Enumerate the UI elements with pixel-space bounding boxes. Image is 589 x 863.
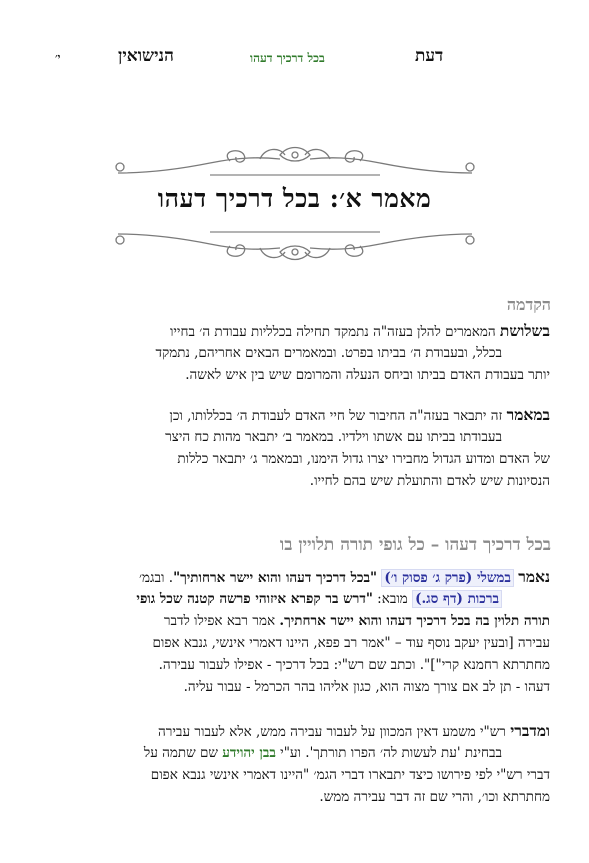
text-fragment: מובא: — [372, 591, 413, 607]
lead-word: בשלושת — [499, 321, 550, 340]
text-line: המאמרים להלן בעזה"ה נתמקד תחילה בכלליות עבודת ה׳ בחייו — [169, 324, 496, 340]
intro-paragraph-2 — [32, 404, 550, 492]
text-line: בכלל, ובעבודת ה׳ בביתו בפרט. ובמאמרים הבאים אחריהם, נתמקד — [155, 345, 502, 361]
text-fragment: . ובגמ׳ — [138, 570, 174, 586]
header-left-title: דעת — [415, 46, 444, 66]
source-reference: ברכות (דף סג.) — [412, 590, 502, 608]
book-reference: בבן יהוידע — [222, 745, 276, 761]
header-center-title: בכל דרכיך דעהו — [250, 51, 325, 65]
verse-quote: "בכל דרכיך דעהו והוא יישר ארחותיך" — [173, 570, 378, 586]
lead-word: ומדברי — [510, 721, 550, 740]
page-number: י׳ — [55, 51, 61, 64]
text-fragment: שם שתמה על — [143, 745, 223, 761]
text-line: זה יתבאר בעזה"ה החיבור של חיי האדם לעבודת ה׳ בכללותו, וכן — [169, 408, 503, 424]
text-line: דעהו - תן לב אם צורך מצוה הוא, כגון אליהו בהר הכרמל - עבור עליה. — [183, 679, 550, 695]
text-line: רש"י משמע דאין המכוון על לעבור עבירה ממש, אלא לעבור עבירה — [158, 724, 506, 740]
intro-paragraph-1 — [32, 320, 550, 386]
header-right-title: הנישואין — [118, 46, 174, 66]
ornament-top — [110, 143, 480, 179]
lead-word: נאמר — [518, 567, 550, 586]
text-line: בעבודתו בביתו עם אשתו וילדיו. במאמר ב׳ יתבאר מהות כח היצר — [165, 429, 502, 445]
source-reference: במשלי (פרק ג׳ פסוק ו׳) — [381, 569, 514, 587]
text-fragment: בבחינת 'עת לעשות לה׳ הפרו תורתך'. וע"י — [275, 745, 502, 761]
text-line: מחתרתא רחמנא קרי"]". וכתב שם רש"י: בכל דרכיך - אפילו לעבור עבירה. — [158, 657, 550, 673]
section-heading: בכל דרכיך דעהו – כל גופי תורה תלויין בו — [279, 535, 551, 555]
section-paragraph-1 — [32, 566, 550, 698]
text-fragment: אמר רבא אפילו לדבר — [163, 613, 280, 629]
text-line: יותר בעבודת האדם בביתו וביחס הנעלה והמרומם שיש בין איש לאשה. — [185, 367, 550, 383]
chapter-title: מאמר א׳: בכל דרכיך דעהו — [157, 184, 432, 213]
ornament-bottom — [110, 228, 480, 264]
text-line: דברי רש"י לפי פירושו כיצד יתבארו דברי הגמ׳ "היינו דאמרי אינשי גנבא אפום — [150, 767, 550, 783]
text-line: עבירה [ובעין יעקב נוסף עוד – "אמר רב פפא, היינו דאמרי אינשי, גנבא אפום — [152, 635, 550, 651]
intro-heading: הקדמה — [506, 295, 551, 314]
talmud-quote: "דרש בר קפרא איזוהי פרשה קטנה שכל גופי — [136, 591, 373, 607]
section-paragraph-2 — [32, 720, 550, 808]
text-line: של האדם ומדוע הגדול מחבירו יצרו גדול הימנו, ובמאמר ג׳ יתבאר כללות — [177, 451, 550, 467]
talmud-quote: תורה תלוין בה בכל דרכיך דעהו והוא יישר ארחתיך. — [279, 613, 550, 629]
text-line: הנסיונות שיש לאדם והתועלת שיש בהם לחייו. — [309, 473, 550, 489]
text-line: מחתרתא וכו׳, והרי שם זה דבר עבירה ממש. — [319, 789, 550, 805]
lead-word: במאמר — [506, 405, 550, 424]
